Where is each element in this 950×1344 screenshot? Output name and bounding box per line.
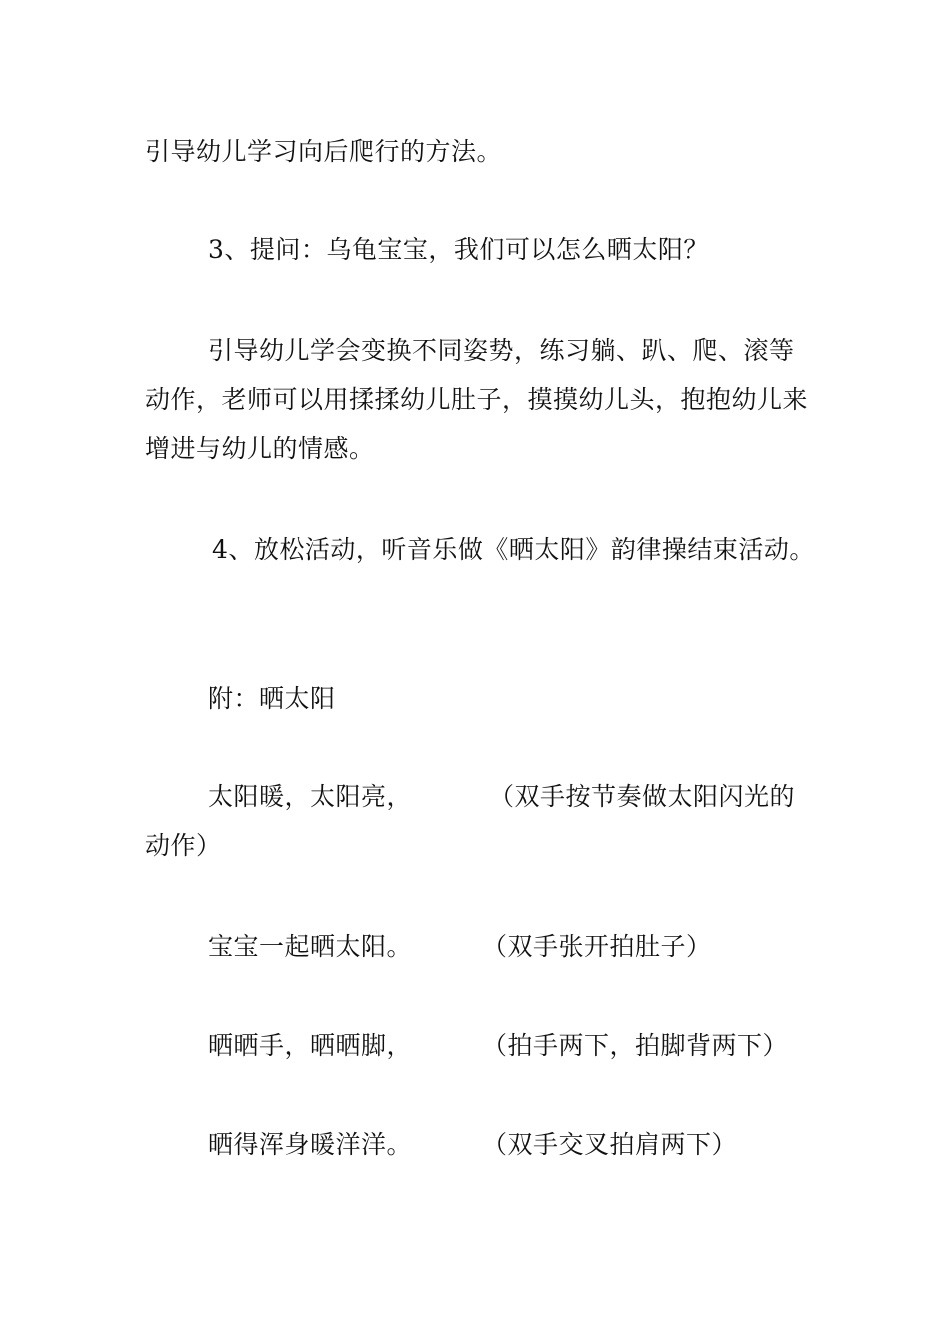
intro-end-line: 引导幼儿学习向后爬行的方法。 [145, 137, 503, 166]
song-action: （拍手两下，拍脚背两下） [482, 1031, 789, 1060]
song-action: （双手交叉拍肩两下） [482, 1130, 738, 1159]
song-lyric: 宝宝一起晒太阳。 [208, 932, 413, 961]
step3-guide-paragraph: 引导幼儿学会变换不同姿势，练习躺、趴、爬、滚等动作，老师可以用揉揉幼儿肚子，摸摸幼儿头，抱抱幼儿来增进与幼儿的情感。 [145, 336, 809, 463]
step4-relax-activity: 4、放松活动，听音乐做《晒太阳》韵律操结束活动。 [212, 535, 815, 564]
song-lyric: 晒晒手，晒晒脚， [208, 1031, 413, 1060]
song-line [208, 1031, 828, 1061]
step3-question: 3、提问：乌龟宝宝，我们可以怎么晒太阳？ [208, 235, 709, 264]
song-lyric: 晒得浑身暖洋洋。 [208, 1130, 413, 1159]
song-first-line: 太阳暖，太阳亮， （双手按节奏做太阳闪光的动作） [145, 782, 796, 860]
song-line [208, 932, 828, 962]
appendix-title: 附：晒太阳 [208, 684, 336, 713]
song-action: （双手张开拍肚子） [482, 932, 712, 961]
song-line [208, 1130, 828, 1160]
